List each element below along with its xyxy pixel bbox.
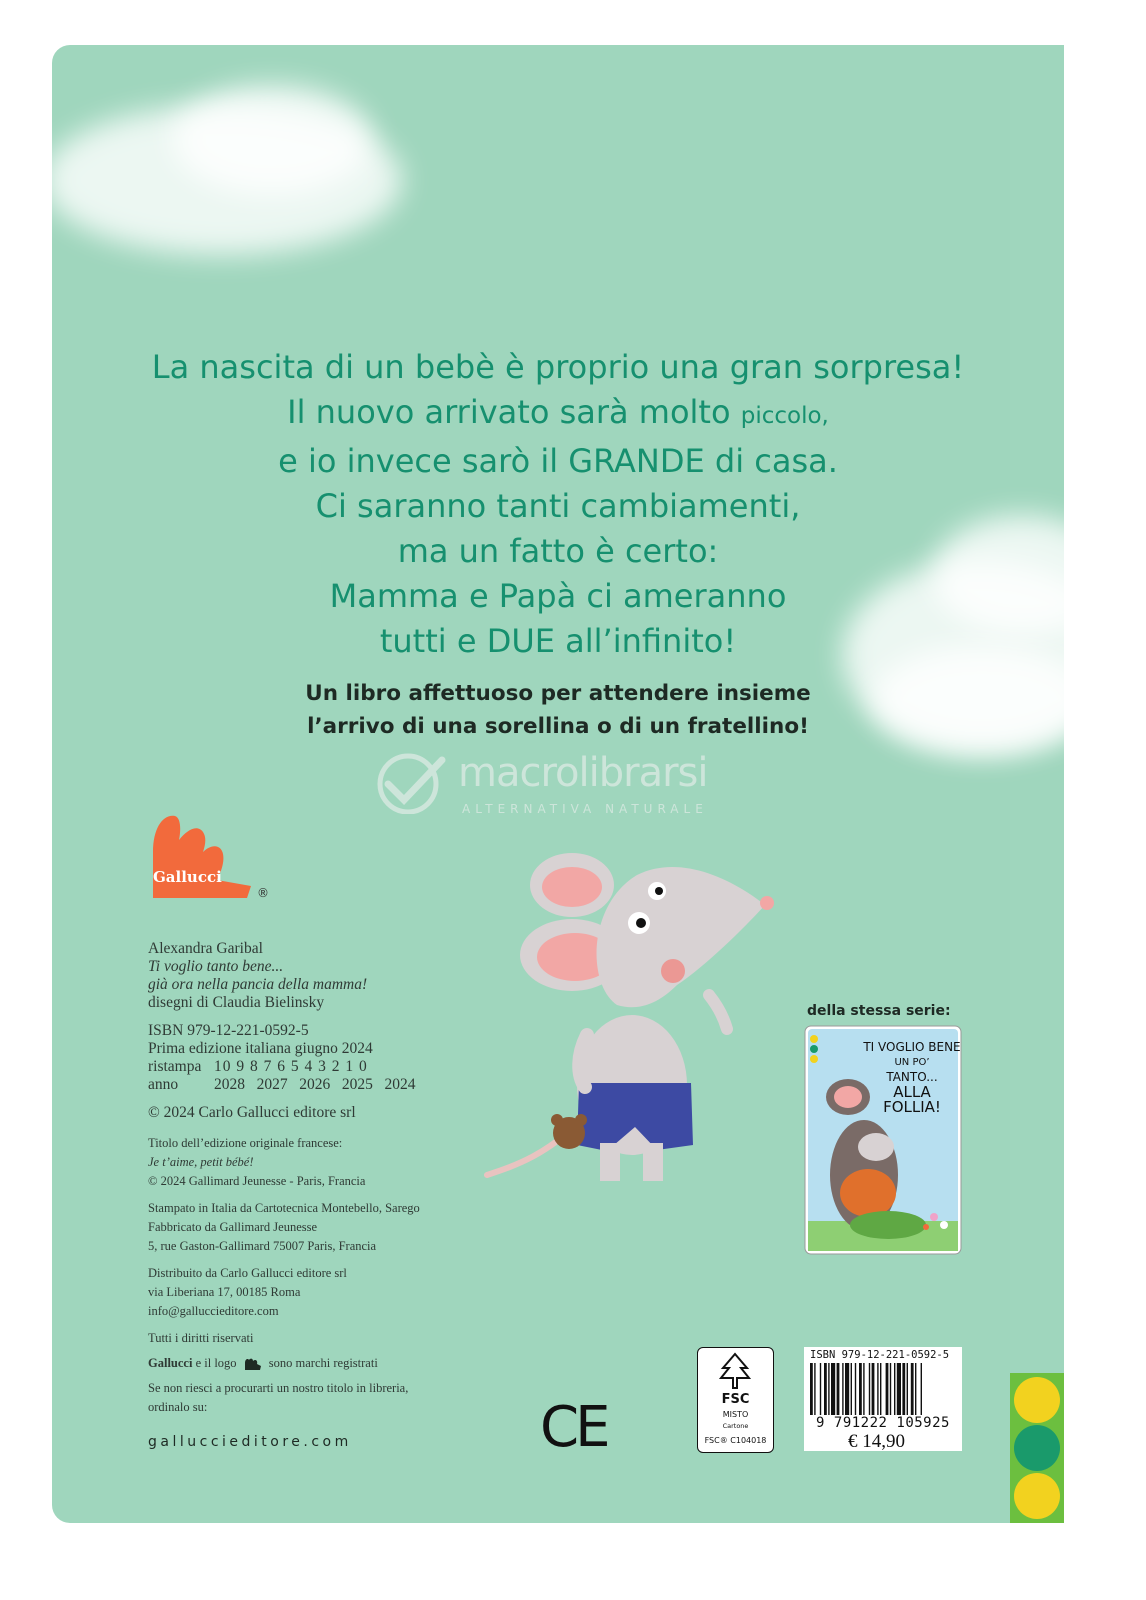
order-line: Se non riesci a procurarti un nostro titolo in libreria, — [148, 1381, 409, 1395]
trademark-text: e il logo — [195, 1356, 237, 1370]
printed-by: Stampato in Italia da Cartotecnica Montebello, Sarego — [148, 1201, 420, 1215]
barcode-bar — [831, 1363, 835, 1415]
series-dot-yellow — [1014, 1377, 1060, 1423]
watermark-leaf-icon — [372, 750, 448, 814]
barcode-bar — [851, 1363, 852, 1415]
subtitle — [52, 677, 1064, 743]
barcode-box — [804, 1347, 962, 1451]
tagline-line: tutti e DUE all’infinito! — [379, 622, 737, 660]
series-book-title-line: ALLA — [893, 1083, 931, 1101]
book-title-line: Ti voglio tanto bene... — [148, 958, 284, 975]
tagline-line — [52, 390, 1064, 439]
trademark-text: sono marchi registrati — [268, 1356, 378, 1370]
series-title: della stessa serie: — [807, 1003, 951, 1019]
year-row — [148, 1076, 420, 1094]
back-cover — [52, 45, 1064, 1523]
colophon — [148, 940, 420, 1451]
fsc-label-text: FSC — [721, 1392, 750, 1407]
watermark-subtitle: ALTERNATIVA NATURALE — [462, 802, 708, 816]
tagline-line: e io invece sarò il GRANDE di casa. — [278, 442, 838, 480]
watermark — [372, 750, 772, 820]
subtitle-line: l’arrivo di una sorellina o di un fratellino! — [307, 714, 809, 739]
registered-mark: ® — [257, 886, 269, 900]
barcode-bar — [842, 1363, 843, 1415]
reprint-label: ristampa — [148, 1058, 202, 1075]
series-book-title-line: UN PO’ — [894, 1057, 930, 1068]
barcode-bar — [845, 1363, 849, 1415]
barcode-bar — [907, 1363, 908, 1415]
barcode-bar — [828, 1363, 829, 1415]
tagline — [52, 345, 1064, 664]
original-edition-block — [148, 1134, 420, 1191]
website-link[interactable]: galluccieditore.com — [148, 1434, 352, 1450]
manufacturer-address: 5, rue Gaston-Gallimard 75007 Paris, Francia — [148, 1239, 377, 1253]
year-values: 2028 2027 2026 2025 2024 — [214, 1076, 416, 1093]
tagline-text: Il nuovo arrivato sarà molto — [287, 393, 731, 431]
barcode-bar — [890, 1363, 891, 1415]
fsc-material: Cartone — [722, 1422, 749, 1430]
barcode-bar — [894, 1363, 895, 1415]
contact-email: info@galluccieditore.com — [148, 1304, 279, 1318]
series-book-title-line: TANTO... — [886, 1070, 938, 1084]
barcode-bar — [814, 1363, 815, 1415]
order-line: ordinalo su: — [148, 1400, 208, 1414]
series-book-title-line: TI VOGLIO BENE — [863, 1040, 961, 1054]
barcode-bar — [837, 1363, 840, 1415]
mouse-illustration — [477, 815, 797, 1235]
series-dot-green — [1014, 1425, 1060, 1471]
publisher-logo — [147, 810, 277, 910]
rights-block — [148, 1329, 420, 1417]
book-title-line: già ora nella pancia della mamma! — [148, 976, 368, 993]
series-book-title-line: FOLLIA! — [883, 1098, 941, 1116]
trademark-line — [148, 1354, 420, 1373]
gallucci-flame-icon — [147, 810, 257, 902]
barcode-bar — [810, 1363, 813, 1415]
series-dots — [1010, 1373, 1064, 1523]
barcode-isbn: ISBN 979-12-221-0592-5 — [810, 1349, 950, 1361]
copyright: © 2024 Carlo Gallucci editore srl — [148, 1104, 356, 1121]
original-title: Je t’aime, petit bébé! — [148, 1155, 254, 1169]
tagline-line: ma un fatto è certo: — [397, 532, 719, 570]
barcode-bar — [880, 1363, 881, 1415]
subtitle-line: Un libro affettuoso per attendere insieme — [305, 681, 811, 706]
barcode-bar — [859, 1363, 862, 1415]
edition: Prima edizione italiana giugno 2024 — [148, 1040, 373, 1057]
distribution-block — [148, 1264, 420, 1321]
original-copyright: © 2024 Gallimard Jeunesse - Paris, Francia — [148, 1174, 366, 1188]
barcode-bar — [897, 1363, 901, 1415]
watermark-name: macrolibrarsi — [458, 750, 708, 796]
manufactured-by: Fabbricato da Gallimard Jeunesse — [148, 1220, 318, 1234]
reprint-row — [148, 1058, 420, 1076]
isbn-text: ISBN 979-12-221-0592-5 — [148, 1022, 309, 1039]
barcode-bar — [921, 1363, 922, 1415]
barcode-bar — [915, 1363, 916, 1415]
barcode-bars — [808, 1363, 958, 1415]
distributor-address: via Liberiana 17, 00185 Roma — [148, 1285, 301, 1299]
trademark-name: Gallucci — [148, 1356, 193, 1370]
fsc-code: FSC® C104018 — [704, 1436, 767, 1445]
year-label: anno — [148, 1076, 179, 1093]
barcode-bar — [824, 1363, 827, 1415]
tagline-line: Ci saranno tanti cambiamenti, — [315, 487, 801, 525]
tagline-line: La nascita di un bebè è proprio una gran sorpresa! — [151, 348, 965, 386]
barcode-bar — [869, 1363, 870, 1415]
barcode-digits: 9 791222 105925 — [816, 1415, 950, 1431]
fsc-tree-icon — [715, 1352, 755, 1392]
cloud-top-left-puff — [172, 85, 372, 195]
fsc-type: MISTO — [722, 1410, 749, 1419]
tagline-line: Mamma e Papà ci ameranno — [329, 577, 787, 615]
original-title-label: Titolo dell’edizione originale francese: — [148, 1136, 343, 1150]
series-dot-yellow — [1014, 1473, 1060, 1519]
tagline-small-word: piccolo, — [740, 403, 829, 429]
author: Alexandra Garibal — [148, 940, 263, 957]
rights: Tutti i diritti riservati — [148, 1331, 254, 1345]
barcode-bar — [877, 1363, 878, 1415]
series-book-title — [852, 1040, 972, 1115]
gallucci-mini-logo-icon — [244, 1358, 262, 1370]
barcode-bar — [863, 1363, 864, 1415]
reprint-values: 10 9 8 7 6 5 4 3 2 1 0 — [214, 1058, 368, 1075]
barcode-bar — [855, 1363, 856, 1415]
barcode-bar — [820, 1363, 821, 1415]
fsc-label — [697, 1347, 774, 1453]
publisher-name: Gallucci — [153, 868, 222, 886]
distributed-by: Distribuito da Carlo Gallucci editore srl — [148, 1266, 347, 1280]
barcode-bar — [872, 1363, 875, 1415]
barcode-bar — [886, 1363, 889, 1415]
barcode-bar — [902, 1363, 905, 1415]
ce-mark: CE — [540, 1395, 607, 1460]
printing-block — [148, 1199, 420, 1256]
price: € 14,90 — [848, 1431, 905, 1452]
barcode-bar — [911, 1363, 914, 1415]
illustrator: disegni di Claudia Bielinsky — [148, 994, 325, 1011]
